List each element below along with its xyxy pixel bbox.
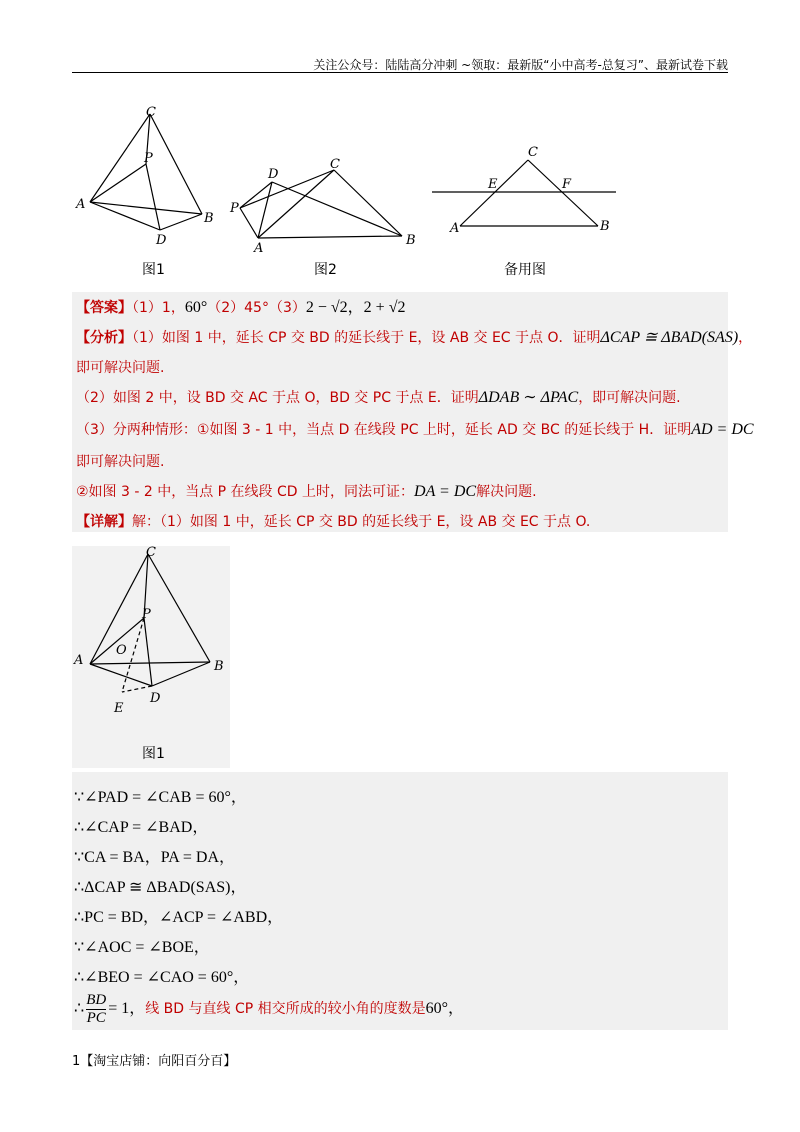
step-4: ∴ΔCAP ≅ ΔBAD(SAS)， bbox=[74, 879, 247, 896]
step-2: ∴∠CAP = ∠BAD， bbox=[74, 819, 209, 836]
fig2-label-c: C bbox=[330, 157, 340, 172]
final-step: ∴ $\frac{BD}{PC}$ = 1，线 BD 与直线 CP 相交所成的较小角的度数是60°， bbox=[74, 992, 465, 1026]
analysis-line-3: （2）如图 2 中，设 BD 交 AC 于点 O，BD 交 PC 于点 E．证明ΔDAB ∼ ΔPAC，即可解决问题. bbox=[76, 389, 681, 406]
step-7: ∴∠BEO = ∠CAO = 60°， bbox=[74, 969, 250, 986]
fig1b-label-d: D bbox=[150, 691, 161, 706]
fig3-label-b: B bbox=[600, 219, 610, 234]
page-header: 关注公众号：陆陆高分冲刺 ~领取：最新版“小中高考-总复习”、最新试卷下载 bbox=[313, 58, 728, 72]
solution-figure-1 bbox=[72, 546, 230, 768]
analysis-tag: 【分析】 bbox=[76, 330, 132, 346]
analysis-line-1: 【分析】（1）如图 1 中，延长 CP 交 BD 的延长线于 E，设 AB 交 EC 于点 O．证明ΔCAP ≅ ΔBAD(SAS)， bbox=[76, 329, 753, 346]
step-5: ∴PC = BD，∠ACP = ∠ABD， bbox=[74, 909, 284, 926]
detail-tag: 【详解】 bbox=[76, 514, 132, 530]
fig3-caption: 备用图 bbox=[504, 262, 546, 278]
page-footer: 1【淘宝店铺：向阳百分百】 bbox=[72, 1054, 237, 1069]
figures-row bbox=[72, 96, 728, 286]
fig1b-label-a: A bbox=[74, 653, 84, 668]
fig1b-label-e: E bbox=[114, 701, 124, 716]
fig1b-label-c: C bbox=[146, 546, 156, 560]
fig1-label-d: D bbox=[156, 233, 167, 248]
fig1-label-b: B bbox=[204, 211, 214, 226]
fig3-label-c: C bbox=[528, 145, 538, 160]
fig2-label-b: B bbox=[406, 233, 416, 248]
fig1-label-p: P bbox=[144, 151, 153, 166]
fig3-label-a: A bbox=[450, 221, 460, 236]
detail-line: 【详解】解：（1）如图 1 中，延长 CP 交 BD 的延长线于 E，设 AB 交 EC 于点 O. bbox=[76, 514, 591, 530]
fig1-label-a: A bbox=[76, 197, 86, 212]
step-1: ∵∠PAD = ∠CAB = 60°， bbox=[74, 789, 247, 806]
fig1b-caption: 图1 bbox=[142, 746, 165, 762]
step-6: ∵∠AOC = ∠BOE， bbox=[74, 939, 210, 956]
fig2-caption: 图2 bbox=[314, 262, 337, 278]
figure-1 bbox=[90, 114, 202, 230]
fig1b-label-p: P bbox=[142, 607, 151, 622]
fig3-label-f: F bbox=[562, 177, 572, 192]
analysis-line-6: ②如图 3 - 2 中，当点 P 在线段 CD 上时，同法可证：DA = DC解决问题. bbox=[76, 483, 537, 500]
answer-line: 【答案】（1）1，60°（2）45°（3）2 − √2，2 + √2 bbox=[76, 299, 406, 316]
fig1b-label-o: O bbox=[116, 643, 127, 658]
analysis-line-5: 即可解决问题. bbox=[76, 454, 165, 470]
fig2-label-a: A bbox=[254, 241, 264, 256]
analysis-line-2: 即可解决问题. bbox=[76, 360, 165, 376]
fig2-label-p: P bbox=[230, 201, 239, 216]
step-3: ∵CA = BA，PA = DA， bbox=[74, 849, 236, 866]
analysis-line-4: （3）分两种情形：①如图 3 - 1 中，当点 D 在线段 PC 上时，延长 AD 交 BC 的延长线于 H．证明AD = DC bbox=[76, 421, 754, 438]
fig1b-label-b: B bbox=[214, 659, 224, 674]
fig1-label-c: C bbox=[146, 105, 156, 120]
figure-backup bbox=[432, 160, 616, 226]
fig2-label-d: D bbox=[268, 167, 279, 182]
fig3-label-e: E bbox=[488, 177, 498, 192]
figure-2 bbox=[240, 170, 402, 238]
fraction-bd-pc: $\frac{BD}{PC}$ bbox=[86, 992, 107, 1026]
fig1-caption: 图1 bbox=[142, 262, 165, 278]
answer-tag: 【答案】 bbox=[76, 300, 132, 316]
header-rule bbox=[72, 72, 728, 73]
